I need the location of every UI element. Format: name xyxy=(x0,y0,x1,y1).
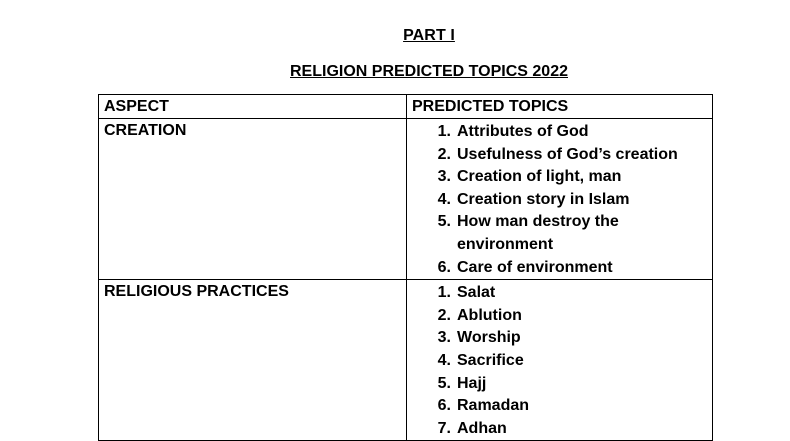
topic-text: Worship xyxy=(457,329,521,347)
topic-text: Adhan xyxy=(457,419,507,437)
topic-text: Ramadan xyxy=(457,397,530,415)
topic-text: Attributes of God xyxy=(457,123,589,140)
topic-number: 4. xyxy=(437,351,451,369)
topic-number: 3. xyxy=(437,168,451,186)
topics-cell xyxy=(407,119,713,280)
topic-number: 2. xyxy=(437,145,451,163)
aspect-cell xyxy=(99,280,407,441)
topic-number: 2. xyxy=(437,306,451,324)
table-row-creation xyxy=(99,119,713,280)
topic-text: Sacrifice xyxy=(457,351,524,369)
topic-text: How man destroy the environment xyxy=(457,213,619,253)
topic-number: 1. xyxy=(437,284,451,302)
topic-number: 1. xyxy=(437,123,451,140)
topic-text: Creation story in Islam xyxy=(457,190,630,208)
document-title: RELIGION PREDICTED TOPICS 2022 xyxy=(290,63,568,80)
topic-number: 5. xyxy=(437,213,451,231)
topic-item xyxy=(407,121,712,144)
topic-list xyxy=(407,119,712,279)
topic-item xyxy=(407,166,712,189)
topic-text: Hajj xyxy=(457,374,487,392)
topic-item xyxy=(407,189,712,212)
part-heading: PART I xyxy=(403,27,455,44)
topic-item xyxy=(407,257,712,280)
topics-column-header: PREDICTED TOPICS xyxy=(412,98,569,115)
topic-item xyxy=(407,144,712,167)
header-cell-topics xyxy=(407,95,713,119)
topic-item xyxy=(407,395,712,418)
aspect-column-header: ASPECT xyxy=(104,98,169,115)
topic-item xyxy=(407,305,712,328)
topic-text: Creation of light, man xyxy=(457,168,622,186)
topic-text: Usefulness of God’s creation xyxy=(457,145,678,163)
topic-item xyxy=(407,211,712,256)
topics-cell xyxy=(407,280,713,441)
topic-item xyxy=(407,282,712,305)
table-header-row xyxy=(99,95,713,119)
predicted-topics-table xyxy=(98,94,713,441)
topic-item xyxy=(407,418,712,441)
header-cell-aspect xyxy=(99,95,407,119)
topic-text: Salat xyxy=(457,284,496,302)
topic-item xyxy=(407,350,712,373)
topic-text: Ablution xyxy=(457,306,522,324)
topic-number: 7. xyxy=(437,419,451,437)
topic-number: 4. xyxy=(437,190,451,208)
topic-item xyxy=(407,327,712,350)
aspect-cell xyxy=(99,119,407,280)
topic-number: 3. xyxy=(437,329,451,347)
topic-item xyxy=(407,373,712,396)
table-row-religious-practices xyxy=(99,280,713,441)
topic-list xyxy=(407,280,712,440)
topic-number: 5. xyxy=(437,374,451,392)
topic-number: 6. xyxy=(437,397,451,415)
topic-number: 6. xyxy=(437,258,451,276)
aspect-label: CREATION xyxy=(104,122,187,139)
aspect-label: RELIGIOUS PRACTICES xyxy=(104,283,289,301)
topic-text: Care of environment xyxy=(457,258,613,276)
